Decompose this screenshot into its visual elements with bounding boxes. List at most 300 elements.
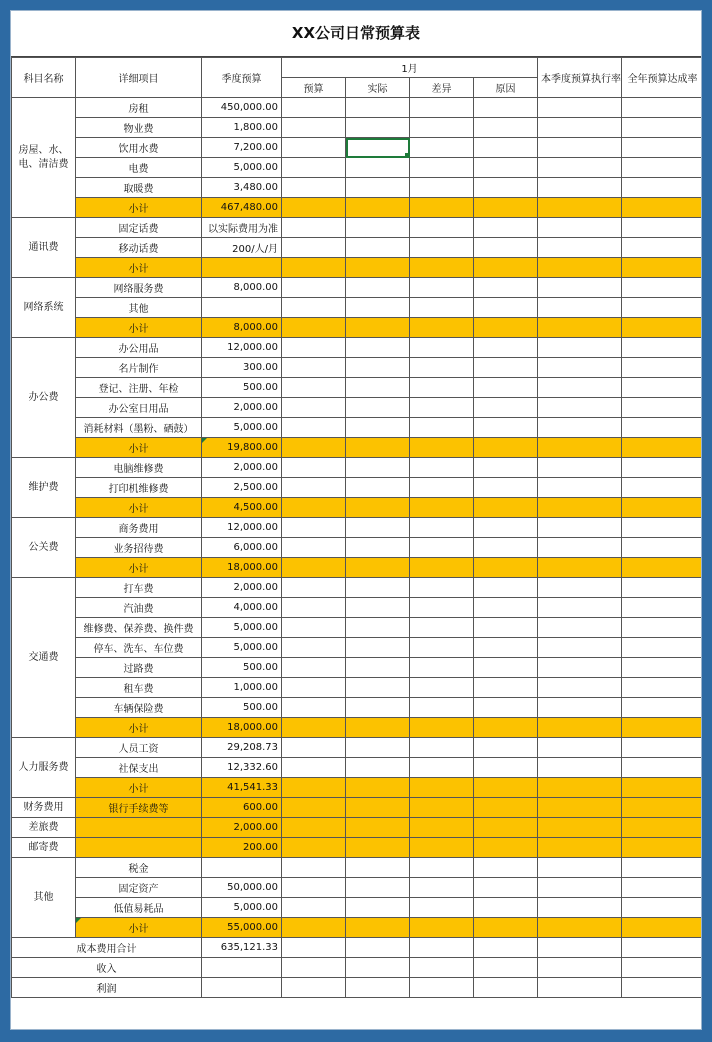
- cell-empty[interactable]: [282, 598, 346, 618]
- item-label[interactable]: 停车、洗车、车位费: [76, 638, 202, 658]
- cell-empty[interactable]: [622, 718, 703, 738]
- cell-empty[interactable]: [622, 238, 703, 258]
- cell-empty[interactable]: [410, 198, 474, 218]
- subtotal-value[interactable]: 18,000.00: [202, 558, 282, 578]
- item-quarter-budget[interactable]: [202, 298, 282, 318]
- cell-empty[interactable]: [622, 278, 703, 298]
- item-quarter-budget[interactable]: 2,000.00: [202, 458, 282, 478]
- cell-empty[interactable]: [538, 498, 622, 518]
- cell-empty[interactable]: [282, 158, 346, 178]
- cell-empty[interactable]: [622, 798, 703, 818]
- cell-empty[interactable]: [410, 778, 474, 798]
- cell-empty[interactable]: [474, 938, 538, 958]
- cell-empty[interactable]: [538, 398, 622, 418]
- item-quarter-budget[interactable]: 6,000.00: [202, 538, 282, 558]
- cell-empty[interactable]: [282, 838, 346, 858]
- subtotal-label[interactable]: 小计: [76, 198, 202, 218]
- cell-empty[interactable]: [346, 278, 410, 298]
- cell-empty[interactable]: [410, 258, 474, 278]
- cell-empty[interactable]: [474, 538, 538, 558]
- item-label[interactable]: 消耗材料（墨粉、硒鼓）: [76, 418, 202, 438]
- cell-empty[interactable]: [346, 658, 410, 678]
- cell-empty[interactable]: [346, 878, 410, 898]
- item-label[interactable]: 银行手续费等: [76, 798, 202, 818]
- item-quarter-budget[interactable]: 12,000.00: [202, 338, 282, 358]
- subtotal-value[interactable]: 4,500.00: [202, 498, 282, 518]
- item-quarter-budget[interactable]: 5,000.00: [202, 618, 282, 638]
- cell-empty[interactable]: [282, 458, 346, 478]
- cell-empty[interactable]: [622, 818, 703, 838]
- cell-empty[interactable]: [410, 318, 474, 338]
- cell-empty[interactable]: [538, 718, 622, 738]
- cell-empty[interactable]: [622, 538, 703, 558]
- cell-empty[interactable]: [538, 878, 622, 898]
- cell-empty[interactable]: [346, 558, 410, 578]
- cell-empty[interactable]: [346, 178, 410, 198]
- cell-empty[interactable]: [410, 478, 474, 498]
- cell-empty[interactable]: [282, 98, 346, 118]
- item-quarter-budget[interactable]: 600.00: [202, 798, 282, 818]
- cell-empty[interactable]: [282, 418, 346, 438]
- cell-empty[interactable]: [538, 418, 622, 438]
- cell-empty[interactable]: [410, 958, 474, 978]
- item-label[interactable]: 税金: [76, 858, 202, 878]
- cell-empty[interactable]: [282, 178, 346, 198]
- item-label[interactable]: 过路费: [76, 658, 202, 678]
- cell-empty[interactable]: [538, 678, 622, 698]
- cell-empty[interactable]: [622, 478, 703, 498]
- cell-empty[interactable]: [622, 578, 703, 598]
- item-label[interactable]: 车辆保险费: [76, 698, 202, 718]
- item-label[interactable]: 租车费: [76, 678, 202, 698]
- item-quarter-budget[interactable]: 450,000.00: [202, 98, 282, 118]
- item-quarter-budget[interactable]: 2,500.00: [202, 478, 282, 498]
- cell-empty[interactable]: [410, 818, 474, 838]
- cell-empty[interactable]: [410, 298, 474, 318]
- cell-empty[interactable]: [538, 858, 622, 878]
- cell-empty[interactable]: [538, 278, 622, 298]
- cell-empty[interactable]: [622, 258, 703, 278]
- cell-empty[interactable]: [622, 318, 703, 338]
- cell-empty[interactable]: [282, 198, 346, 218]
- item-label[interactable]: 业务招待费: [76, 538, 202, 558]
- cell-empty[interactable]: [346, 358, 410, 378]
- cell-empty[interactable]: [474, 698, 538, 718]
- cell-empty[interactable]: [346, 698, 410, 718]
- item-quarter-budget[interactable]: 500.00: [202, 378, 282, 398]
- cell-empty[interactable]: [474, 438, 538, 458]
- item-quarter-budget[interactable]: 2,000.00: [202, 398, 282, 418]
- cell-empty[interactable]: [474, 878, 538, 898]
- cell-empty[interactable]: [346, 218, 410, 238]
- cell-empty[interactable]: [282, 298, 346, 318]
- cell-empty[interactable]: [282, 518, 346, 538]
- item-label[interactable]: 汽油费: [76, 598, 202, 618]
- cell-empty[interactable]: [346, 778, 410, 798]
- cell-empty[interactable]: [622, 98, 703, 118]
- cell-empty[interactable]: [202, 978, 282, 998]
- cell-empty[interactable]: [410, 598, 474, 618]
- item-quarter-budget[interactable]: 200.00: [202, 838, 282, 858]
- cell-empty[interactable]: [410, 698, 474, 718]
- cell-empty[interactable]: [474, 118, 538, 138]
- cell-empty[interactable]: [622, 838, 703, 858]
- cell-empty[interactable]: [346, 238, 410, 258]
- selected-cell[interactable]: [346, 138, 410, 158]
- cell-empty[interactable]: [474, 318, 538, 338]
- cell-empty[interactable]: [410, 498, 474, 518]
- cell-empty[interactable]: [538, 598, 622, 618]
- item-quarter-budget[interactable]: 300.00: [202, 358, 282, 378]
- item-label[interactable]: 固定资产: [76, 878, 202, 898]
- cell-empty[interactable]: [622, 498, 703, 518]
- item-quarter-budget[interactable]: 2,000.00: [202, 818, 282, 838]
- item-label[interactable]: 房租: [76, 98, 202, 118]
- cell-empty[interactable]: [474, 898, 538, 918]
- cell-empty[interactable]: [346, 838, 410, 858]
- cell-empty[interactable]: [346, 298, 410, 318]
- cell-empty[interactable]: [474, 778, 538, 798]
- cell-empty[interactable]: [410, 518, 474, 538]
- item-quarter-budget[interactable]: 5,000.00: [202, 898, 282, 918]
- subtotal-label[interactable]: 小计: [76, 718, 202, 738]
- cell-empty[interactable]: [622, 958, 703, 978]
- cell-empty[interactable]: [538, 658, 622, 678]
- item-label[interactable]: 打车费: [76, 578, 202, 598]
- cell-empty[interactable]: [282, 878, 346, 898]
- cell-empty[interactable]: [538, 438, 622, 458]
- cell-empty[interactable]: [474, 818, 538, 838]
- item-label[interactable]: 打印机维修费: [76, 478, 202, 498]
- cell-empty[interactable]: [282, 358, 346, 378]
- subtotal-label[interactable]: 小计: [76, 778, 202, 798]
- cell-empty[interactable]: [538, 538, 622, 558]
- cell-empty[interactable]: [410, 278, 474, 298]
- item-quarter-budget[interactable]: 29,208.73: [202, 738, 282, 758]
- cell-empty[interactable]: [622, 598, 703, 618]
- cell-empty[interactable]: [474, 158, 538, 178]
- cell-empty[interactable]: [538, 518, 622, 538]
- cell-empty[interactable]: [410, 378, 474, 398]
- cell-empty[interactable]: [346, 398, 410, 418]
- subtotal-value[interactable]: [202, 258, 282, 278]
- cell-empty[interactable]: [410, 178, 474, 198]
- cell-empty[interactable]: [410, 658, 474, 678]
- cell-empty[interactable]: [622, 778, 703, 798]
- cell-empty[interactable]: [346, 758, 410, 778]
- cell-empty[interactable]: [346, 638, 410, 658]
- cell-empty[interactable]: [474, 418, 538, 438]
- cell-empty[interactable]: [474, 978, 538, 998]
- subtotal-value[interactable]: 8,000.00: [202, 318, 282, 338]
- cell-empty[interactable]: [410, 118, 474, 138]
- cell-empty[interactable]: [474, 738, 538, 758]
- item-label[interactable]: 电脑维修费: [76, 458, 202, 478]
- cell-empty[interactable]: [622, 678, 703, 698]
- item-quarter-budget[interactable]: 1,800.00: [202, 118, 282, 138]
- subtotal-label[interactable]: 小计: [76, 258, 202, 278]
- cell-empty[interactable]: [538, 478, 622, 498]
- cell-empty[interactable]: [282, 218, 346, 238]
- cell-empty[interactable]: [346, 338, 410, 358]
- cell-empty[interactable]: [346, 98, 410, 118]
- cell-empty[interactable]: [282, 978, 346, 998]
- cell-empty[interactable]: [282, 538, 346, 558]
- cell-empty[interactable]: [538, 578, 622, 598]
- cell-empty[interactable]: [282, 558, 346, 578]
- item-label[interactable]: 其他: [76, 298, 202, 318]
- cell-empty[interactable]: [346, 678, 410, 698]
- cell-empty[interactable]: [410, 978, 474, 998]
- cell-empty[interactable]: [474, 558, 538, 578]
- cell-empty[interactable]: [346, 378, 410, 398]
- cell-empty[interactable]: [410, 878, 474, 898]
- item-label[interactable]: 登记、注册、年检: [76, 378, 202, 398]
- item-quarter-budget[interactable]: 200/人/月: [202, 238, 282, 258]
- item-quarter-budget[interactable]: 以实际费用为准: [202, 218, 282, 238]
- cell-empty[interactable]: [538, 318, 622, 338]
- cell-empty[interactable]: [346, 618, 410, 638]
- cell-empty[interactable]: [346, 318, 410, 338]
- cell-empty[interactable]: [622, 178, 703, 198]
- cell-empty[interactable]: [474, 918, 538, 938]
- cell-empty[interactable]: [410, 758, 474, 778]
- cell-empty[interactable]: [622, 418, 703, 438]
- cell-empty[interactable]: [282, 758, 346, 778]
- cell-empty[interactable]: [538, 618, 622, 638]
- cell-empty[interactable]: [474, 238, 538, 258]
- cell-empty[interactable]: [474, 838, 538, 858]
- cell-empty[interactable]: [282, 258, 346, 278]
- subtotal-value[interactable]: 55,000.00: [202, 918, 282, 938]
- cell-empty[interactable]: [282, 118, 346, 138]
- cell-empty[interactable]: [474, 718, 538, 738]
- item-label[interactable]: 社保支出: [76, 758, 202, 778]
- cell-empty[interactable]: [346, 898, 410, 918]
- cell-empty[interactable]: [474, 518, 538, 538]
- cell-empty[interactable]: [282, 898, 346, 918]
- cell-empty[interactable]: [474, 678, 538, 698]
- cell-empty[interactable]: [410, 638, 474, 658]
- cell-empty[interactable]: [474, 958, 538, 978]
- cell-empty[interactable]: [538, 358, 622, 378]
- cell-empty[interactable]: [538, 898, 622, 918]
- cell-empty[interactable]: [346, 458, 410, 478]
- cell-empty[interactable]: [474, 178, 538, 198]
- cell-empty[interactable]: [282, 278, 346, 298]
- cell-empty[interactable]: [346, 818, 410, 838]
- cell-empty[interactable]: [282, 398, 346, 418]
- cell-empty[interactable]: [622, 298, 703, 318]
- cell-empty[interactable]: [282, 478, 346, 498]
- cell-empty[interactable]: [622, 698, 703, 718]
- cell-empty[interactable]: [622, 118, 703, 138]
- cell-empty[interactable]: [410, 858, 474, 878]
- cell-empty[interactable]: [282, 918, 346, 938]
- item-quarter-budget[interactable]: 8,000.00: [202, 278, 282, 298]
- cell-empty[interactable]: [538, 698, 622, 718]
- cell-empty[interactable]: [410, 718, 474, 738]
- cell-empty[interactable]: [538, 218, 622, 238]
- cell-empty[interactable]: [622, 858, 703, 878]
- item-label[interactable]: 名片制作: [76, 358, 202, 378]
- cell-empty[interactable]: [346, 118, 410, 138]
- cell-empty[interactable]: [538, 118, 622, 138]
- cell-empty[interactable]: [282, 438, 346, 458]
- cell-empty[interactable]: [538, 298, 622, 318]
- cell-empty[interactable]: [346, 498, 410, 518]
- item-label[interactable]: 维修费、保养费、换件费: [76, 618, 202, 638]
- cell-empty[interactable]: [538, 338, 622, 358]
- cell-empty[interactable]: [538, 258, 622, 278]
- cell-empty[interactable]: [410, 358, 474, 378]
- subtotal-label[interactable]: 小计: [76, 498, 202, 518]
- item-label[interactable]: 低值易耗品: [76, 898, 202, 918]
- subtotal-label[interactable]: 小计: [76, 438, 202, 458]
- cell-empty[interactable]: [538, 738, 622, 758]
- cell-empty[interactable]: [346, 438, 410, 458]
- cell-empty[interactable]: [282, 578, 346, 598]
- cell-empty[interactable]: [622, 378, 703, 398]
- cell-empty[interactable]: [474, 338, 538, 358]
- cell-empty[interactable]: [410, 558, 474, 578]
- cell-empty[interactable]: [410, 398, 474, 418]
- item-quarter-budget[interactable]: 5,000.00: [202, 418, 282, 438]
- cell-empty[interactable]: [622, 458, 703, 478]
- item-label[interactable]: 物业费: [76, 118, 202, 138]
- cell-empty[interactable]: [282, 718, 346, 738]
- cell-empty[interactable]: [282, 858, 346, 878]
- cell-empty[interactable]: [622, 918, 703, 938]
- item-quarter-budget[interactable]: 500.00: [202, 658, 282, 678]
- cell-empty[interactable]: [346, 418, 410, 438]
- cell-empty[interactable]: [282, 658, 346, 678]
- item-label[interactable]: 电费: [76, 158, 202, 178]
- cell-empty[interactable]: [622, 938, 703, 958]
- cell-empty[interactable]: [538, 378, 622, 398]
- cell-empty[interactable]: [622, 658, 703, 678]
- total-value[interactable]: 635,121.33: [202, 938, 282, 958]
- cell-empty[interactable]: [410, 538, 474, 558]
- subtotal-label[interactable]: 小计: [76, 558, 202, 578]
- cell-empty[interactable]: [622, 518, 703, 538]
- cell-empty[interactable]: [538, 178, 622, 198]
- cell-empty[interactable]: [538, 158, 622, 178]
- cell-empty[interactable]: [410, 578, 474, 598]
- item-label[interactable]: [76, 838, 202, 858]
- cell-empty[interactable]: [410, 438, 474, 458]
- subtotal-value[interactable]: 18,000.00: [202, 718, 282, 738]
- item-quarter-budget[interactable]: 12,332.60: [202, 758, 282, 778]
- item-quarter-budget[interactable]: 2,000.00: [202, 578, 282, 598]
- cell-empty[interactable]: [474, 598, 538, 618]
- cell-empty[interactable]: [538, 638, 622, 658]
- cell-empty[interactable]: [622, 138, 703, 158]
- cell-empty[interactable]: [538, 458, 622, 478]
- cell-empty[interactable]: [282, 958, 346, 978]
- item-quarter-budget[interactable]: 5,000.00: [202, 638, 282, 658]
- cell-empty[interactable]: [346, 198, 410, 218]
- cell-empty[interactable]: [474, 758, 538, 778]
- cell-empty[interactable]: [282, 818, 346, 838]
- cell-empty[interactable]: [282, 238, 346, 258]
- cell-empty[interactable]: [538, 818, 622, 838]
- cell-empty[interactable]: [346, 858, 410, 878]
- item-quarter-budget[interactable]: 1,000.00: [202, 678, 282, 698]
- cell-empty[interactable]: [282, 678, 346, 698]
- cell-empty[interactable]: [474, 258, 538, 278]
- cell-empty[interactable]: [538, 558, 622, 578]
- cell-empty[interactable]: [474, 298, 538, 318]
- cell-empty[interactable]: [282, 338, 346, 358]
- cell-empty[interactable]: [622, 558, 703, 578]
- cell-empty[interactable]: [538, 198, 622, 218]
- cell-empty[interactable]: [346, 258, 410, 278]
- cell-empty[interactable]: [410, 158, 474, 178]
- cell-empty[interactable]: [346, 978, 410, 998]
- subtotal-label[interactable]: 小计: [76, 918, 202, 938]
- cell-empty[interactable]: [410, 458, 474, 478]
- cell-empty[interactable]: [622, 438, 703, 458]
- cell-empty[interactable]: [410, 938, 474, 958]
- cell-empty[interactable]: [410, 238, 474, 258]
- cell-empty[interactable]: [282, 618, 346, 638]
- cell-empty[interactable]: [346, 938, 410, 958]
- cell-empty[interactable]: [346, 518, 410, 538]
- item-quarter-budget[interactable]: 7,200.00: [202, 138, 282, 158]
- cell-empty[interactable]: [474, 198, 538, 218]
- cell-empty[interactable]: [346, 798, 410, 818]
- item-quarter-budget[interactable]: 5,000.00: [202, 158, 282, 178]
- cell-empty[interactable]: [346, 158, 410, 178]
- cell-empty[interactable]: [346, 478, 410, 498]
- cell-empty[interactable]: [474, 278, 538, 298]
- cell-empty[interactable]: [282, 698, 346, 718]
- cell-empty[interactable]: [282, 798, 346, 818]
- cell-empty[interactable]: [282, 138, 346, 158]
- cell-empty[interactable]: [410, 218, 474, 238]
- cell-empty[interactable]: [346, 538, 410, 558]
- cell-empty[interactable]: [538, 778, 622, 798]
- item-label[interactable]: 办公室日用品: [76, 398, 202, 418]
- item-label[interactable]: [76, 818, 202, 838]
- item-quarter-budget[interactable]: 12,000.00: [202, 518, 282, 538]
- cell-empty[interactable]: [538, 838, 622, 858]
- cell-empty[interactable]: [282, 318, 346, 338]
- cell-empty[interactable]: [346, 918, 410, 938]
- cell-empty[interactable]: [474, 578, 538, 598]
- cell-empty[interactable]: [410, 418, 474, 438]
- item-label[interactable]: 固定话费: [76, 218, 202, 238]
- cell-empty[interactable]: [622, 158, 703, 178]
- cell-empty[interactable]: [410, 918, 474, 938]
- cell-empty[interactable]: [282, 738, 346, 758]
- item-label[interactable]: 人员工资: [76, 738, 202, 758]
- cell-empty[interactable]: [410, 338, 474, 358]
- cell-empty[interactable]: [622, 898, 703, 918]
- cell-empty[interactable]: [346, 578, 410, 598]
- cell-empty[interactable]: [538, 138, 622, 158]
- cell-empty[interactable]: [474, 658, 538, 678]
- cell-empty[interactable]: [538, 938, 622, 958]
- item-label[interactable]: 饮用水费: [76, 138, 202, 158]
- item-quarter-budget[interactable]: 3,480.00: [202, 178, 282, 198]
- cell-empty[interactable]: [474, 638, 538, 658]
- cell-empty[interactable]: [538, 918, 622, 938]
- cell-empty[interactable]: [346, 598, 410, 618]
- cell-empty[interactable]: [410, 798, 474, 818]
- item-quarter-budget[interactable]: 4,000.00: [202, 598, 282, 618]
